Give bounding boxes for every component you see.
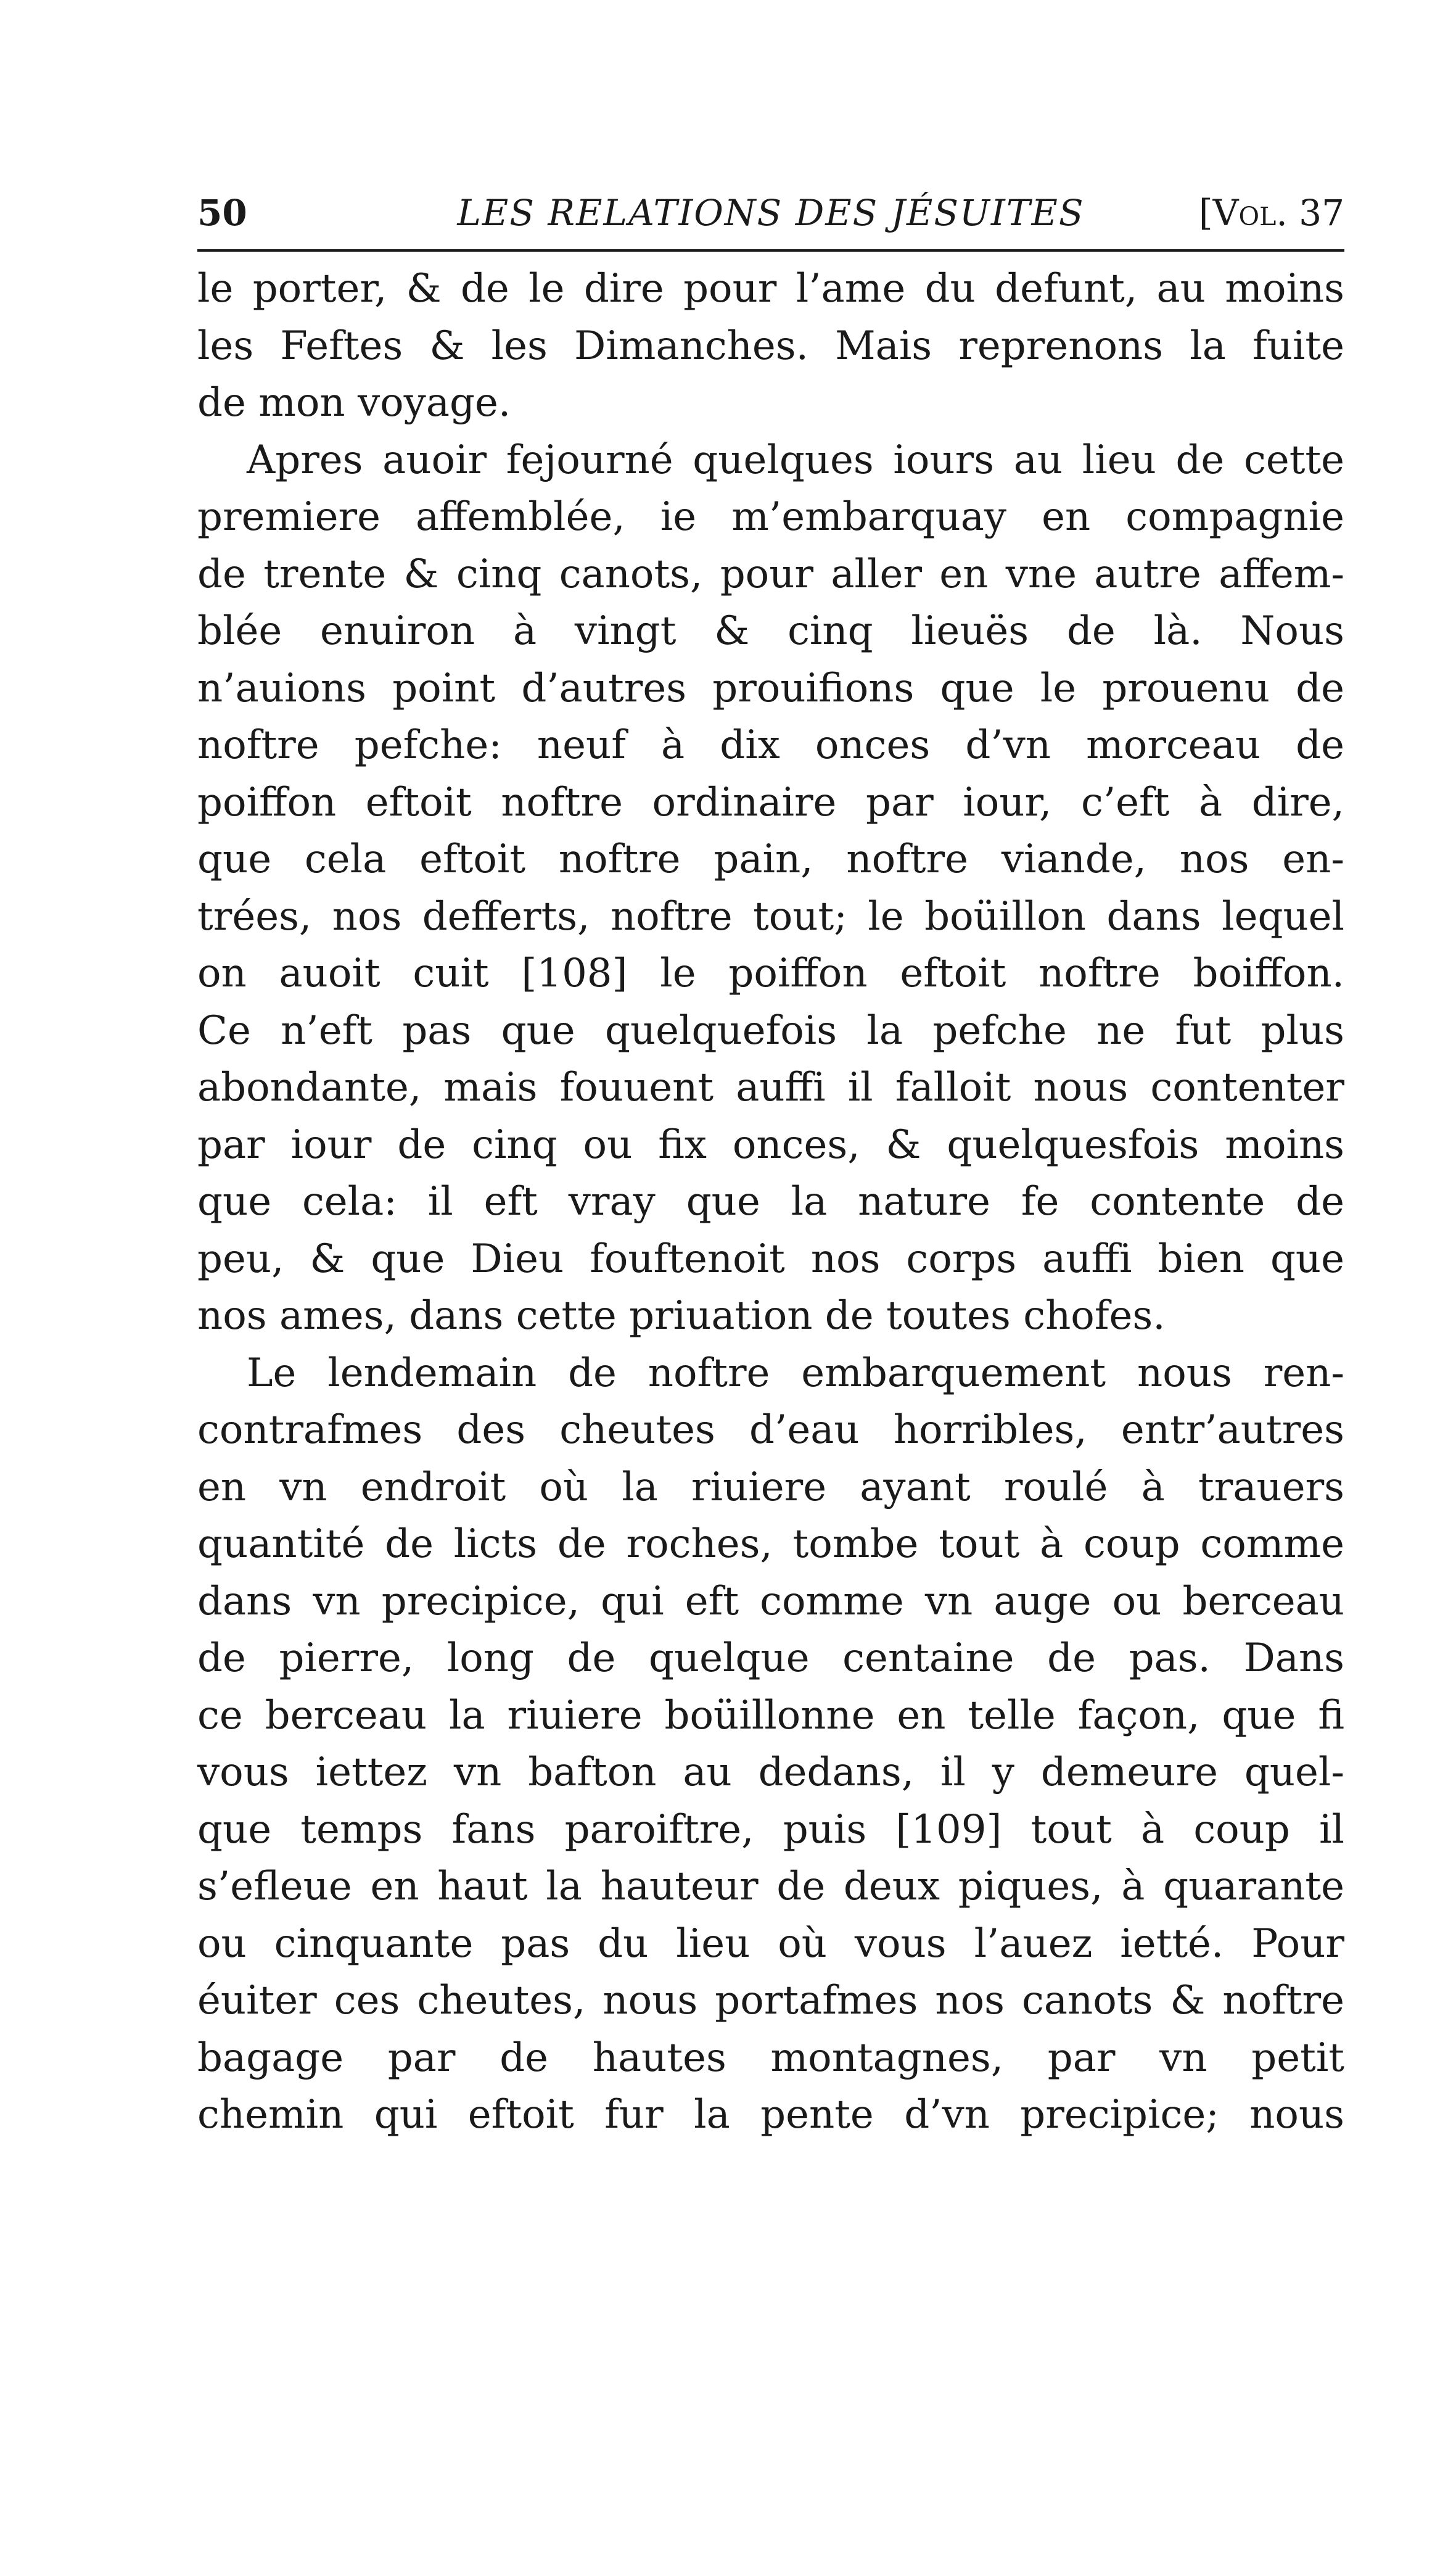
text-line: peu, & que Dieu fouftenoit nos corps auffi bien que <box>197 1236 1344 1282</box>
text-line: de trente & cinq canots, pour aller en vne autre affem- <box>197 551 1344 597</box>
text-line: s’efleue en haut la hauteur de deux piques, à quarante <box>197 1864 1344 1909</box>
text-line: nos ames, dans cette priuation de toutes chofes. <box>197 1293 1166 1339</box>
text-line: on auoit cuit [108] le poiffon eftoit noftre boiffon. <box>197 951 1344 996</box>
text-line: par iour de cinq ou fix onces, & quelquesfois moins <box>197 1122 1344 1168</box>
text-line: de pierre, long de quelque centaine de pas. Dans <box>197 1635 1344 1681</box>
text-line: le porter, & de le dire pour l’ame du defunt, au moins <box>197 266 1344 312</box>
text-line: ou cinquante pas du lieu où vous l’auez ietté. Pour <box>197 1920 1344 1967</box>
text-line: éuiter ces cheutes, nous portafmes nos canots & noftre <box>197 1978 1344 2023</box>
text-line: vous iettez vn bafton au dedans, il y demeure quel- <box>197 1750 1344 1795</box>
text-line: contrafmes des cheutes d’eau horribles, entr’autres <box>197 1407 1344 1453</box>
text-line: en vn endroit où la riuiere ayant roulé à trauers <box>197 1464 1344 1510</box>
text-line: blée enuiron à vingt & cinq lieuës de là. Nous <box>197 608 1344 654</box>
text-line: les Feftes & les Dimanches. Mais reprenons la fuite <box>197 323 1344 369</box>
text-line: que temps fans paroiftre, puis [109] tout à coup il <box>197 1806 1344 1853</box>
paragraph <box>197 1345 1344 2144</box>
running-head <box>197 185 1344 241</box>
header-rule <box>197 249 1344 252</box>
text-line: noftre pefche: neuf à dix onces d’vn morceau de <box>197 722 1344 768</box>
text-line: abondante, mais fouuent auffi il falloit nous contenter <box>197 1065 1344 1110</box>
text-line: chemin qui eftoit fur la pente d’vn precipice; nous <box>197 2092 1344 2138</box>
text-line: poiffon eftoit noftre ordinaire par iour, c’eft à dire, <box>197 779 1344 825</box>
text-line: ce berceau la riuiere boüillonne en telle façon, que fi <box>197 1692 1344 1738</box>
text-line: Apres auoir fejourné quelques iours au lieu de cette <box>247 437 1344 483</box>
paragraph <box>197 432 1344 1345</box>
body-text <box>197 260 1344 2144</box>
text-line: que cela eftoit noftre pain, noftre viande, nos en- <box>197 837 1344 882</box>
text-line: Ce n’eft pas que quelquefois la pefche ne fut plus <box>197 1007 1344 1054</box>
text-line: que cela: il eft vray que la nature fe contente de <box>197 1179 1344 1225</box>
text-line: bagage par de hautes montagnes, par vn petit <box>197 2035 1344 2081</box>
text-line: n’auions point d’autres prouifions que le prouenu de <box>197 665 1344 711</box>
text-line: Le lendemain de noftre embarquement nous ren- <box>247 1350 1344 1396</box>
text-line: de mon voyage. <box>197 380 511 426</box>
paragraph <box>197 260 1344 432</box>
running-title: LES RELATIONS DES JÉSUITES <box>457 192 1085 234</box>
text-line: dans vn precipice, qui eft comme vn auge ou berceau <box>197 1578 1344 1624</box>
book-page <box>197 185 1344 2144</box>
volume-label: [Vol. 37 <box>1198 192 1344 234</box>
text-line: quantité de licts de roches, tombe tout à coup comme <box>197 1521 1344 1567</box>
page-number: 50 <box>197 192 247 234</box>
text-line: trées, nos defferts, noftre tout; le boüillon dans lequel <box>197 893 1344 940</box>
text-line: premiere affemblée, ie m’embarquay en compagnie <box>197 494 1344 540</box>
